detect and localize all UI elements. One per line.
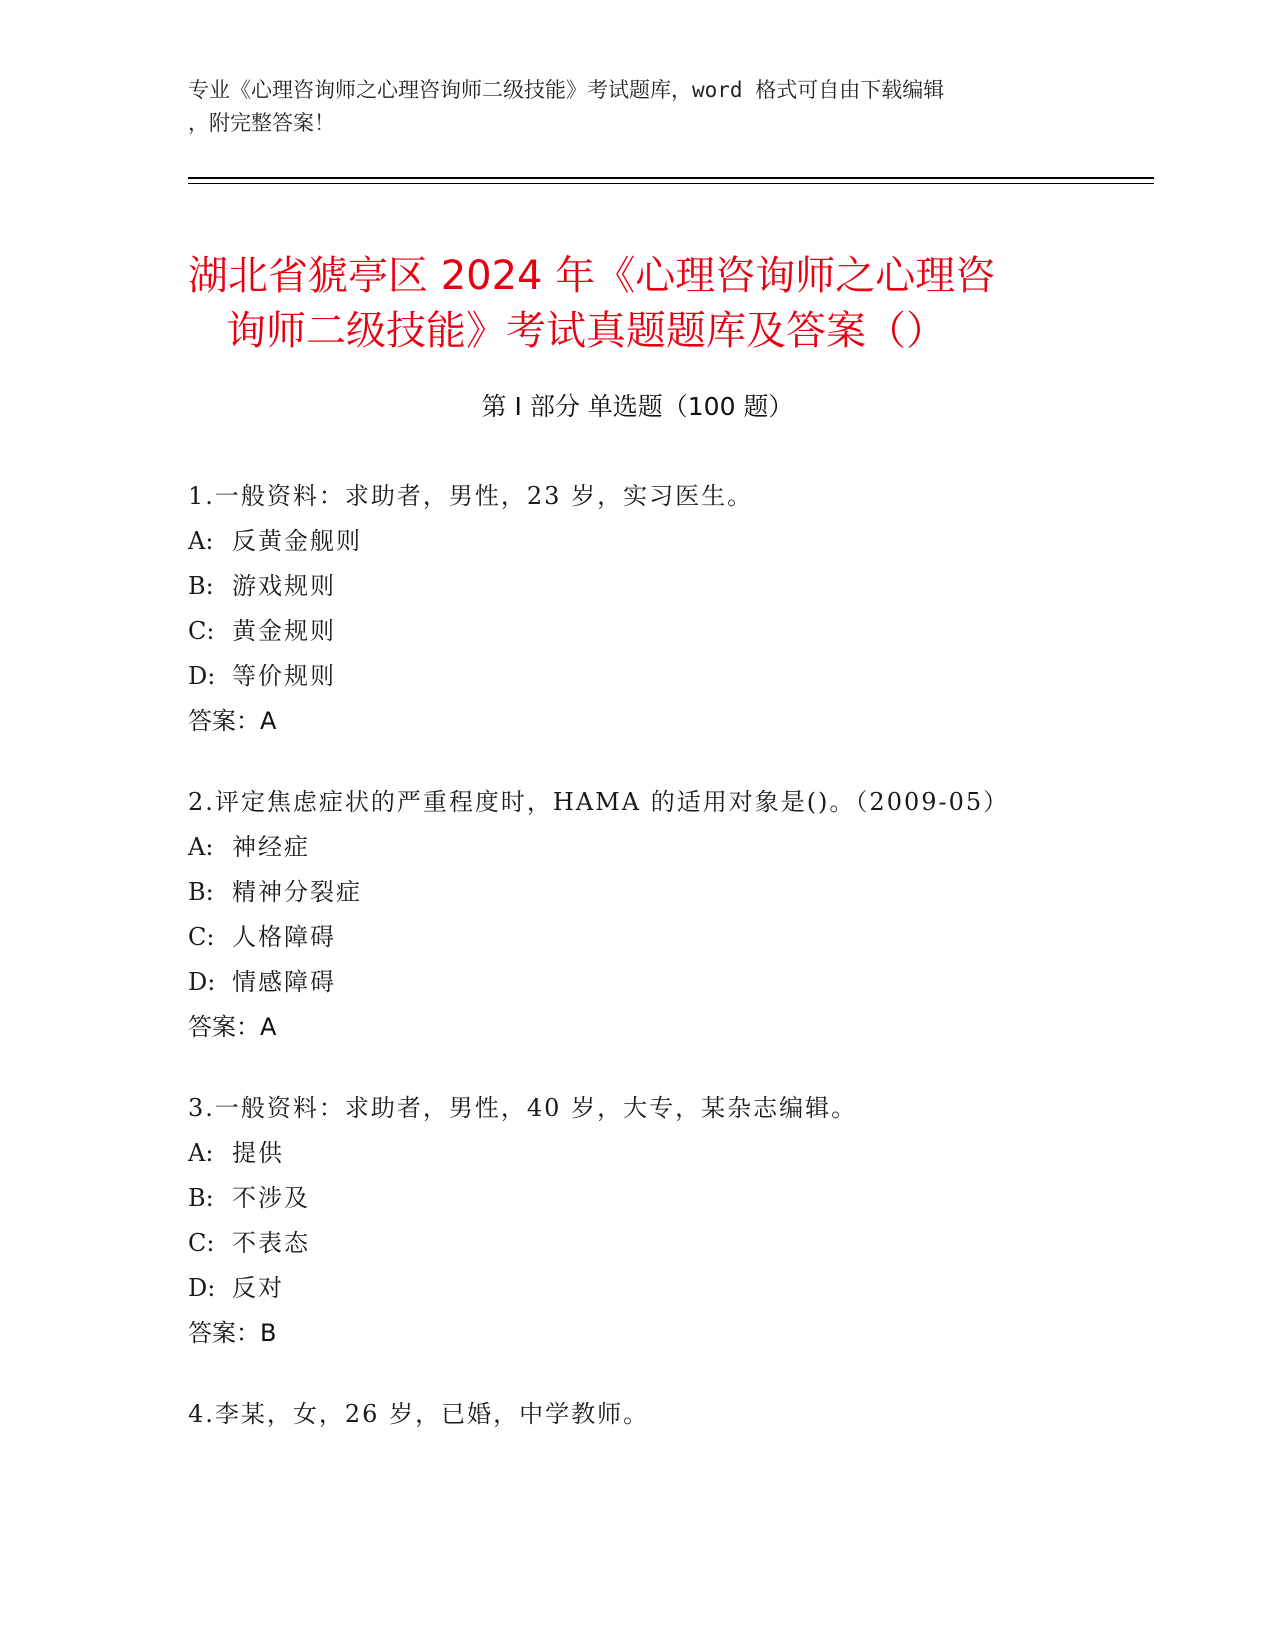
section-heading: 第 I 部分 单选题（100 题） <box>481 392 794 421</box>
question-1 <box>188 474 1148 744</box>
option-key: C: <box>188 1229 215 1257</box>
option-key: A: <box>188 527 214 555</box>
option-c <box>188 1221 1148 1266</box>
option-key: B: <box>188 878 214 906</box>
option-text: 等价规则 <box>232 662 336 690</box>
question-stem: 1.一般资料：求助者，男性，23 岁，实习医生。 <box>188 482 754 510</box>
option-key: B: <box>188 572 214 600</box>
option-b <box>188 1176 1148 1221</box>
option-key: C: <box>188 617 215 645</box>
question-4 <box>188 1392 1148 1437</box>
option-text: 不涉及 <box>232 1184 310 1212</box>
option-key: D: <box>188 662 216 690</box>
option-text: 神经症 <box>232 833 310 861</box>
option-b <box>188 870 1148 915</box>
option-key: A: <box>188 1139 214 1167</box>
option-key: C: <box>188 923 215 951</box>
question-stem: 4.李某，女，26 岁，已婚，中学教师。 <box>188 1400 650 1428</box>
question-stem: 2.评定焦虑症状的严重程度时，HAMA 的适用对象是()。（2009-05） <box>188 788 1010 816</box>
option-a <box>188 519 1148 564</box>
option-text: 人格障碍 <box>232 923 336 951</box>
option-text: 情感障碍 <box>232 968 336 996</box>
option-key: D: <box>188 1274 216 1302</box>
document-title <box>188 249 1108 359</box>
option-c <box>188 915 1148 960</box>
option-d <box>188 960 1148 1005</box>
header-divider-thick <box>188 177 1154 179</box>
option-text: 反对 <box>232 1274 284 1302</box>
question-answer: 答案：A <box>188 1013 277 1041</box>
option-key: D: <box>188 968 216 996</box>
option-d <box>188 1266 1148 1311</box>
option-b <box>188 564 1148 609</box>
option-c <box>188 609 1148 654</box>
option-d <box>188 654 1148 699</box>
option-text: 游戏规则 <box>232 572 336 600</box>
document-title-line2: 询师二级技能》考试真题题库及答案（） <box>226 307 946 354</box>
question-stem: 3.一般资料：求助者，男性，40 岁，大专，某杂志编辑。 <box>188 1094 858 1122</box>
option-text: 不表态 <box>232 1229 310 1257</box>
option-text: 提供 <box>232 1139 284 1167</box>
option-a <box>188 825 1148 870</box>
question-answer: 答案：B <box>188 1319 277 1347</box>
document-title-line1: 湖北省猇亭区 2024 年《心理咨询师之心理咨 <box>188 252 996 299</box>
header-note-line2: ，附完整答案！ <box>188 111 335 135</box>
option-key: A: <box>188 833 214 861</box>
option-text: 精神分裂症 <box>232 878 362 906</box>
header-note-line1: 专业《心理咨询师之心理咨询师二级技能》考试题库，word 格式可自由下载编辑 <box>188 78 945 102</box>
question-list <box>188 474 1148 1473</box>
option-text: 反黄金舰则 <box>232 527 362 555</box>
question-answer: 答案：A <box>188 707 277 735</box>
question-3 <box>188 1086 1148 1356</box>
header-divider-thin <box>188 183 1154 184</box>
option-text: 黄金规则 <box>232 617 336 645</box>
option-key: B: <box>188 1184 214 1212</box>
question-2 <box>188 780 1148 1050</box>
option-a <box>188 1131 1148 1176</box>
header-note <box>188 74 1088 140</box>
